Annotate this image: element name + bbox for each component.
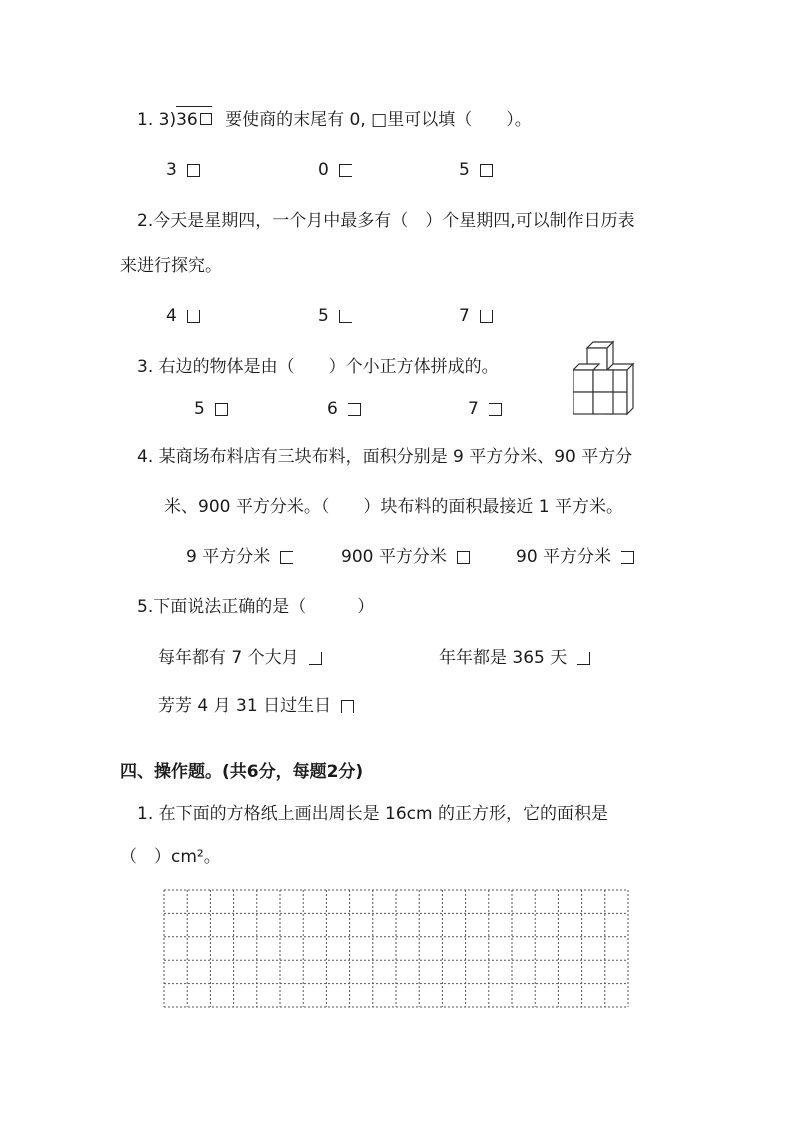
- q2-option-c-label: 7: [459, 306, 470, 326]
- q1-option-c-label: 5: [459, 160, 470, 180]
- q3-option-a-checkbox[interactable]: [215, 403, 228, 416]
- q1-text: 要使商的末尾有 0, □里可以填（ ）。: [225, 110, 532, 130]
- q1-option-a[interactable]: [166, 158, 200, 182]
- q4-stem-line2: 米、900 平方分米。（ ）块布料的面积最接近 1 平方米。: [164, 497, 623, 517]
- q4-option-b-checkbox[interactable]: [457, 551, 470, 564]
- q5-option-a[interactable]: [158, 646, 322, 670]
- q2-option-a-label: 4: [166, 306, 177, 326]
- q5-option-a-checkbox[interactable]: [309, 652, 322, 665]
- q1-option-a-checkbox[interactable]: [187, 164, 200, 177]
- grid-paper[interactable]: [163, 889, 631, 1009]
- q2-option-b[interactable]: [318, 304, 352, 328]
- q2-option-a[interactable]: [166, 304, 200, 328]
- q4-option-a[interactable]: [186, 545, 293, 569]
- q2-option-c[interactable]: [459, 304, 493, 328]
- section4-q1-line2: （ ）cm²。: [120, 847, 221, 867]
- q1-option-a-label: 3: [166, 160, 177, 180]
- q5-option-c-checkbox[interactable]: [341, 700, 354, 713]
- long-division-symbol: )36: [169, 106, 211, 132]
- q1-blank-box: [200, 113, 212, 125]
- q4-option-c-label: 90 平方分米: [516, 547, 612, 567]
- q5-option-c[interactable]: [158, 694, 354, 718]
- q3-option-a[interactable]: [194, 397, 228, 421]
- q1-dividend: 36: [176, 110, 198, 130]
- q1-option-b-checkbox[interactable]: [339, 164, 352, 177]
- q3-option-a-label: 5: [194, 399, 205, 419]
- q4-option-a-checkbox[interactable]: [280, 551, 293, 564]
- q5-option-a-label: 每年都有 7 个大月: [158, 648, 299, 668]
- q3-option-c-label: 7: [468, 399, 479, 419]
- q1-option-c[interactable]: [459, 158, 493, 182]
- q5-option-b-label: 年年都是 365 天: [439, 648, 568, 668]
- q3-option-b-label: 6: [327, 399, 338, 419]
- q2-stem-line1: 2.今天是星期四，一个月中最多有（ ）个星期四,可以制作日历表: [137, 211, 635, 231]
- q2-option-b-label: 5: [318, 306, 329, 326]
- q2-option-a-checkbox[interactable]: [187, 310, 200, 323]
- q1-option-c-checkbox[interactable]: [480, 164, 493, 177]
- q1-option-b[interactable]: [318, 158, 352, 182]
- q4-option-a-label: 9 平方分米: [186, 547, 271, 567]
- cube-stack-figure: [573, 340, 643, 426]
- q5-stem: 5.下面说法正确的是（ ）: [137, 597, 375, 617]
- q2-option-b-checkbox[interactable]: [339, 310, 352, 323]
- q4-option-c[interactable]: [516, 545, 634, 569]
- q3-option-c[interactable]: [468, 397, 502, 421]
- q3-option-b[interactable]: [327, 397, 361, 421]
- section4-title: 四、操作题。(共6分，每题2分): [120, 762, 364, 782]
- q4-option-c-checkbox[interactable]: [621, 551, 634, 564]
- q4-stem-line1: 4. 某商场布料店有三块布料，面积分别是 9 平方分米、90 平方分: [137, 447, 633, 467]
- q4-option-b[interactable]: [341, 545, 470, 569]
- q1-stem: [137, 106, 532, 132]
- q5-option-b-checkbox[interactable]: [577, 652, 590, 665]
- q2-stem-line2: 来进行探究。: [120, 256, 222, 276]
- q1-number: 1. 3: [137, 110, 170, 130]
- q5-option-c-label: 芳芳 4 月 31 日过生日: [158, 696, 332, 716]
- q3-option-c-checkbox[interactable]: [489, 403, 502, 416]
- q4-option-b-label: 900 平方分米: [341, 547, 447, 567]
- q3-stem: 3. 右边的物体是由（ ）个小正方体拼成的。: [137, 357, 499, 377]
- q5-option-b[interactable]: [439, 646, 590, 670]
- q1-option-b-label: 0: [318, 160, 329, 180]
- section4-q1-line1: 1. 在下面的方格纸上画出周长是 16cm 的正方形，它的面积是: [137, 804, 608, 824]
- q2-option-c-checkbox[interactable]: [480, 310, 493, 323]
- q3-option-b-checkbox[interactable]: [348, 403, 361, 416]
